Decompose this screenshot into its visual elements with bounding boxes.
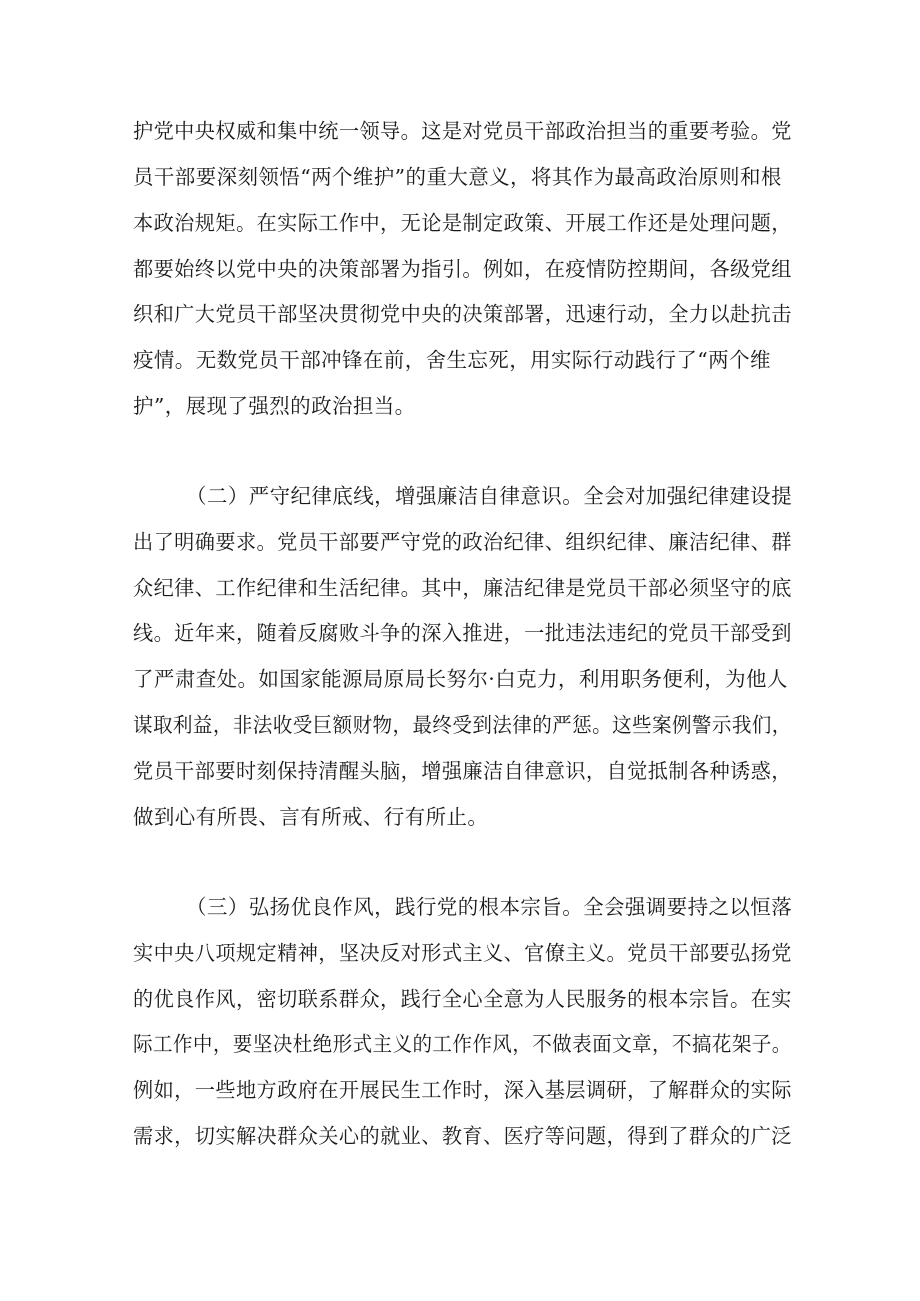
text-line: 了严肃查处。如国家能源局原局长努尔·白克力，利用职务便利，为他人 (133, 667, 788, 691)
text-line: 例如，一些地方政府在开展民生工作时，深入基层调研，了解群众的实际 (133, 1078, 792, 1102)
text-line: 际工作中，要坚决杜绝形式主义的工作作风，不做表面文章，不搞花架子。 (133, 1032, 792, 1056)
text-line: 都要始终以党中央的决策部署为指引。例如，在疫情防控期间，各级党组 (133, 257, 792, 281)
text-line: 的优良作风，密切联系群众，践行全心全意为人民服务的根本宗旨。在实 (133, 987, 792, 1011)
text-line: （三）弘扬优良作风，践行党的根本宗旨。全会强调要持之以恒落 (186, 895, 793, 919)
text-line: 做到心有所畏、言有所戒、行有所止。 (133, 805, 489, 829)
text-line: 织和广大党员干部坚决贯彻党中央的决策部署，迅速行动，全力以赴抗击 (133, 302, 792, 326)
text-line: 疫情。无数党员干部冲锋在前，舍生忘死，用实际行动践行了“两个维 (133, 348, 771, 372)
text-line: 本政治规矩。在实际工作中，无论是制定政策、开展工作还是处理问题， (133, 211, 792, 235)
text-line: 出了明确要求。党员干部要严守党的政治纪律、组织纪律、廉洁纪律、群 (133, 530, 792, 554)
text-line: 员干部要深刻领悟“两个维护”的重大意义，将其作为最高政治原则和根 (133, 165, 782, 189)
text-line: 护”，展现了强烈的政治担当。 (133, 394, 416, 418)
text-line: 线。近年来，随着反腐败斗争的深入推进，一批违法违纪的党员干部受到 (133, 621, 792, 645)
text-line: 护党中央权威和集中统一领导。这是对党员干部政治担当的重要考验。党 (133, 119, 792, 143)
text-line: 谋取利益，非法收受巨额财物，最终受到法律的严惩。这些案例警示我们， (133, 713, 792, 737)
text-line: 需求，切实解决群众关心的就业、教育、医疗等问题，得到了群众的广泛 (133, 1124, 792, 1148)
text-line: 党员干部要时刻保持清醒头脑，增强廉洁自律意识，自觉抵制各种诱惑， (133, 759, 792, 783)
text-line: 众纪律、工作纪律和生活纪律。其中，廉洁纪律是党员干部必须坚守的底 (133, 576, 792, 600)
text-line: （二）严守纪律底线，增强廉洁自律意识。全会对加强纪律建设提 (186, 484, 793, 508)
text-line: 实中央八项规定精神，坚决反对形式主义、官僚主义。党员干部要弘扬党 (133, 941, 792, 965)
